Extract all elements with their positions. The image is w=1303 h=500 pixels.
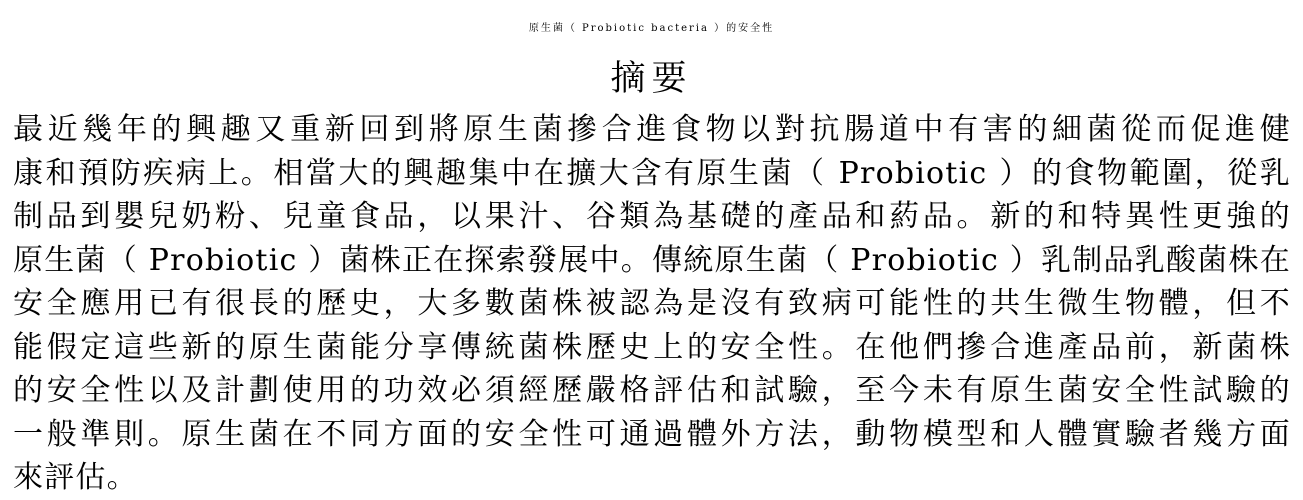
body-line: 制品到嬰兒奶粉、兒童食品，以果汁、谷類為基礎的產品和葯品。新的和特異性更強的 <box>13 199 1291 234</box>
body-line: 原生菌（ Probiotic ）菌株正在探索發展中。傳統原生菌（ Probiotic ）乳制品乳酸菌株在 <box>13 242 1291 278</box>
body-line: 最近幾年的興趣又重新回到將原生菌摻合進食物以對抗腸道中有害的細菌從而促進健 <box>13 112 1291 147</box>
document-title: 原生菌（ Probiotic bacteria ）的安全性 <box>528 23 775 34</box>
abstract-body <box>13 108 1291 500</box>
body-line-last: 來評估。 <box>13 460 138 495</box>
body-line: 安全應用已有很長的歷史，大多數菌株被認為是沒有致病可能性的共生微生物體，但不 <box>13 286 1291 321</box>
body-line: 一般準則。原生菌在不同方面的安全性可通過體外方法，動物模型和人體實驗者幾方面 <box>13 416 1291 452</box>
body-line: 能假定這些新的原生菌能分享傳統菌株歷史上的安全性。在他們摻合進產品前，新菌株 <box>13 329 1291 365</box>
body-line: 的安全性以及計劃使用的功效必須經歷嚴格評估和試驗，至今未有原生菌安全性試驗的 <box>13 373 1291 408</box>
body-line: 康和預防疾病上。相當大的興趣集中在擴大含有原生菌（ Probiotic ）的食物範圍，從乳 <box>13 155 1291 191</box>
abstract-heading: 摘要 <box>610 59 693 99</box>
